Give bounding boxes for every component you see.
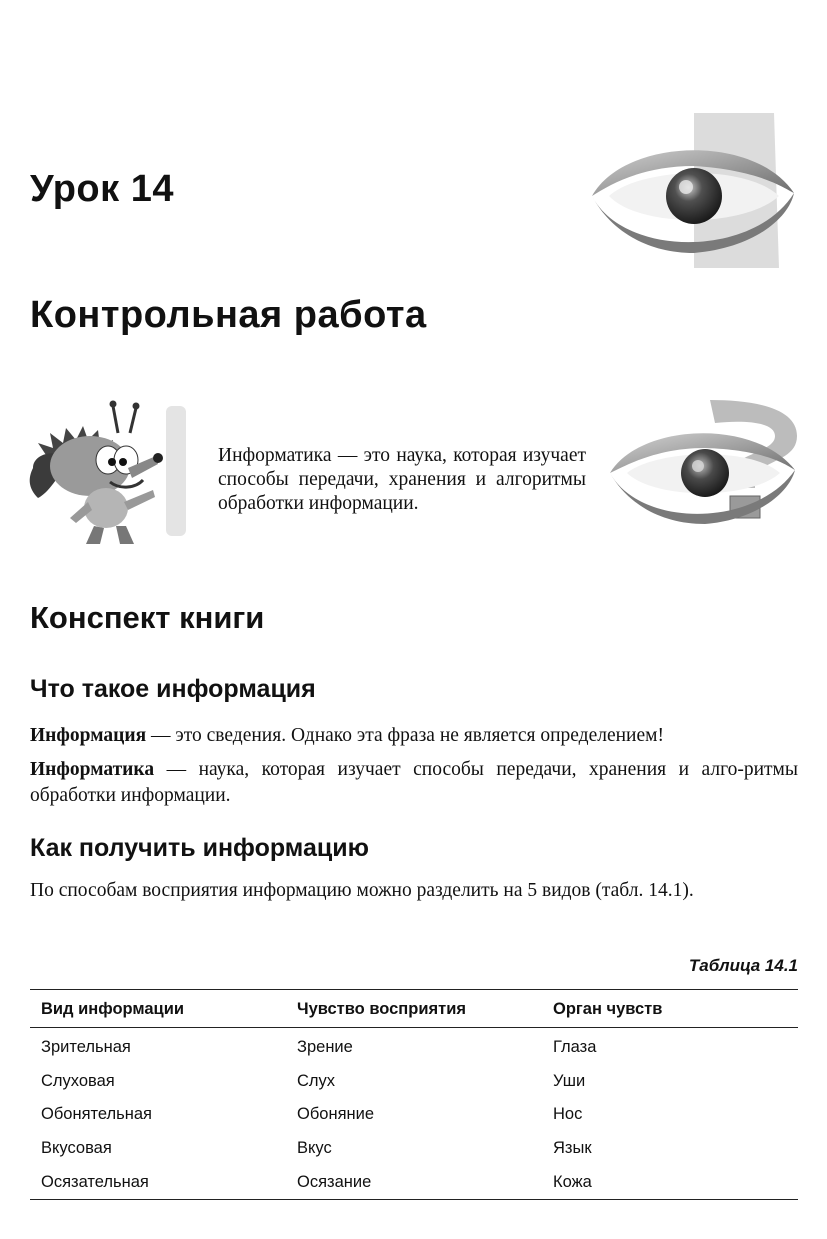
- paragraph-text: — наука, которая изучает способы передачи, хранения и алго-ритмы обработки информации.: [30, 759, 798, 806]
- paragraph-information-definition: [30, 723, 798, 749]
- table-cell: Уши: [553, 1072, 586, 1090]
- table-rule-bottom: [30, 1199, 798, 1200]
- subsection-heading-what-is-info: Что такое информация: [30, 675, 316, 703]
- table-cell: Зрительная: [41, 1038, 131, 1056]
- lesson-title: Урок 14: [30, 168, 174, 210]
- term-information: Информация: [30, 725, 147, 746]
- table-cell: Язык: [553, 1139, 592, 1157]
- page-title: Контрольная работа: [30, 294, 427, 336]
- table-cell: Слух: [297, 1072, 336, 1090]
- eye-question-icon: [605, 398, 800, 546]
- table-cell: Осязательная: [41, 1173, 149, 1191]
- hedgehog-mascot-icon: [28, 398, 193, 548]
- table-cell: Осязание: [297, 1173, 372, 1191]
- paragraph-informatics-definition: [30, 757, 798, 809]
- table-rule-header: [30, 1027, 798, 1028]
- table-cell: Глаза: [553, 1038, 597, 1056]
- section-heading-summary: Конспект книги: [30, 600, 265, 635]
- table-header-sense: Чувство восприятия: [297, 1000, 466, 1018]
- table-cell: Нос: [553, 1105, 583, 1123]
- table-cell: Обоняние: [297, 1105, 375, 1123]
- table-cell: Обонятельная: [41, 1105, 152, 1123]
- table-header-info-type: Вид информации: [41, 1000, 184, 1018]
- table-cell: Вкусовая: [41, 1139, 112, 1157]
- eye-icon: [584, 108, 799, 278]
- intro-definition: Информатика — это наука, которая изучает способы передачи, хранения и алгоритмы обработки информации.: [218, 445, 586, 514]
- table-caption: Таблица 14.1: [688, 956, 798, 975]
- table-cell: Кожа: [553, 1173, 592, 1191]
- table-cell: Зрение: [297, 1038, 353, 1056]
- term-informatics: Информатика: [30, 759, 155, 780]
- table-rule-top: [30, 989, 798, 990]
- table-header-organ: Орган чувств: [553, 1000, 663, 1018]
- table-cell: Вкус: [297, 1139, 332, 1157]
- paragraph-perception-types: По способам восприятия информацию можно разделить на 5 видов (табл. 14.1).: [30, 880, 694, 901]
- table-cell: Слуховая: [41, 1072, 115, 1090]
- subsection-heading-how-to-get-info: Как получить информацию: [30, 834, 369, 862]
- paragraph-text: — это сведения. Однако эта фраза не является определением!: [146, 725, 664, 746]
